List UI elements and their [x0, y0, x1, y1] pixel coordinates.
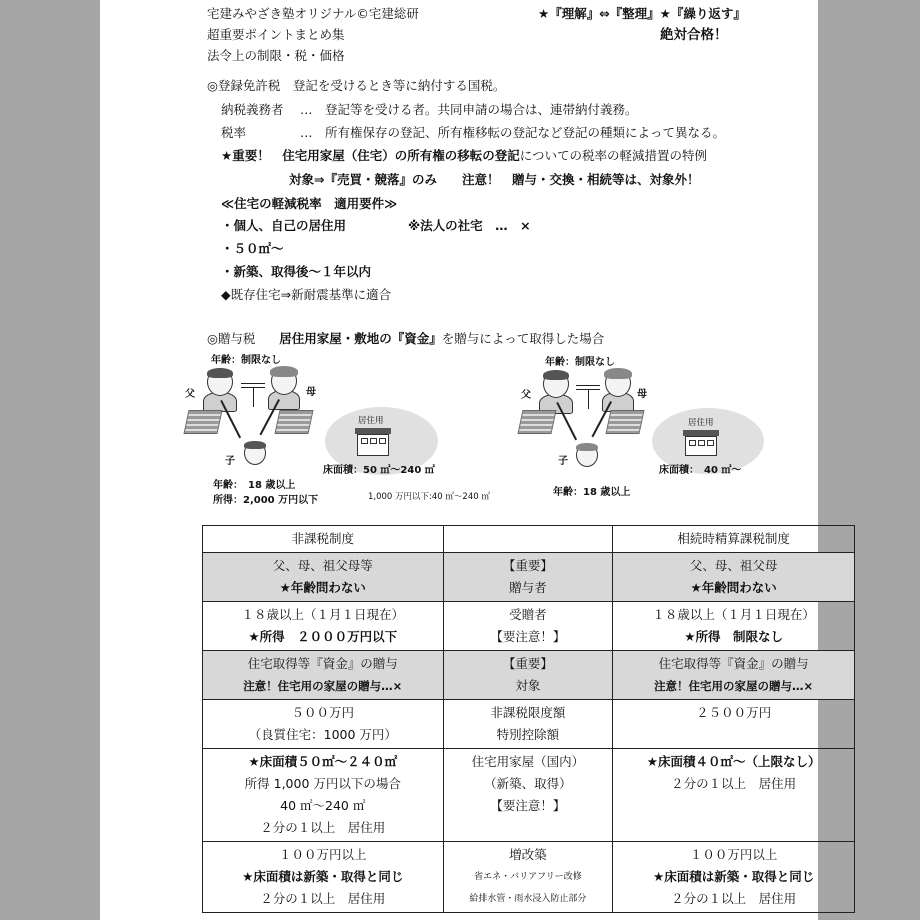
father-figure-left: [200, 368, 240, 413]
cell-text: ★年齢問わない: [690, 580, 777, 595]
target-note: 対象⇒『売買・競落』のみ 注意！ 贈与・交換・相続等は、対象外！: [289, 172, 700, 187]
requirement-3: ・新築、取得後～１年以内: [221, 264, 372, 279]
left-father-label: 父: [185, 389, 195, 400]
rate-text: … 所有権保存の登記、所有権移転の登記など登記の種類によって異なる。: [300, 125, 726, 140]
right-mother-label: 母: [637, 389, 647, 400]
table-cell: [613, 700, 855, 749]
cell-text: 贈与者: [509, 580, 547, 595]
table-cell: [443, 842, 613, 913]
cell-text: 【要注意！】: [490, 798, 566, 813]
left-income: 所得：2,000 万円以下: [213, 495, 319, 506]
left-age-label: 年齢：制限なし: [211, 355, 281, 366]
cell-text: 住宅取得等『資金』の贈与: [658, 656, 809, 671]
right-house-label: 居住用: [688, 418, 714, 428]
cell-text: ★床面積は新築・取得と同じ: [653, 869, 815, 884]
cell-text: 給排水管・雨水浸入防止部分: [469, 894, 587, 904]
money-stack-icon: [605, 410, 644, 434]
cell-text: 対象: [515, 678, 541, 693]
table-cell: [613, 553, 855, 602]
left-note: 1,000 万円以下:40 ㎡～240 ㎡: [368, 492, 490, 502]
header-slogan: ★『理解』⇔『整理』★『繰り返す』: [538, 6, 746, 21]
gift-tax-title-prefix: ◎贈与税: [207, 331, 256, 346]
table-cell: [613, 842, 855, 913]
table-cell: [443, 700, 613, 749]
table-row: [203, 700, 855, 749]
cell-text: ★所得 制限なし: [684, 629, 783, 644]
child-figure-right: [574, 443, 600, 473]
cell-text: 所得 1,000 万円以下の場合: [244, 776, 401, 791]
important-prefix: ★重要！ 住宅用家屋（住宅）の所有権の移転の登記: [221, 148, 520, 163]
cell-text: 特別控除額: [496, 727, 560, 742]
comparison-table: [202, 525, 855, 913]
right-floor-area: 床面積： 40 ㎡～: [659, 465, 742, 476]
house-icon: [355, 428, 391, 456]
important-suffix: についての税率の軽減措置の特例: [519, 148, 707, 163]
cell-text: 住宅取得等『資金』の贈与: [247, 656, 398, 671]
requirement-1: ・個人、自己の居住用: [221, 218, 347, 233]
cell-text: 注意！住宅用の家屋の贈与…×: [243, 679, 403, 693]
cell-text: １００万円以上: [279, 847, 367, 862]
cell-text: 受贈者: [509, 607, 547, 622]
rate-label: 税率: [221, 125, 247, 140]
reduced-rate-title: ≪住宅の軽減税率 適用要件≫: [221, 196, 398, 211]
table-cell: [613, 749, 855, 842]
registration-tax-title: ◎登録免許税 登記を受けるとき等に納付する国税。: [207, 78, 506, 93]
house-icon: [683, 430, 719, 456]
header-line3: 法令上の制限・税・価格: [207, 48, 345, 63]
cell-text: 【重要】: [502, 656, 553, 671]
father-figure-right: [536, 370, 576, 415]
left-child-age: 年齢： 18 歳以上: [213, 480, 296, 491]
cell-text: 非課税限度額: [490, 705, 566, 720]
cell-text: （良質住宅：1000 万円）: [248, 727, 397, 742]
mother-figure-right: [600, 368, 636, 413]
table-row: [203, 749, 855, 842]
right-child-age: 年齢：18 歳以上: [553, 487, 631, 498]
cell-text: 父、母、祖父母等: [272, 558, 373, 573]
header-settlement: 相続時精算課税制度: [613, 526, 855, 553]
cell-text: 注意！住宅用の家屋の贈与…×: [654, 679, 814, 693]
table-cell: [613, 602, 855, 651]
cell-text: （新築、取得）: [484, 776, 572, 791]
cell-text: 増改築: [509, 847, 547, 862]
header-middle: [443, 526, 613, 553]
cell-text: 【要注意！】: [490, 629, 566, 644]
table-cell: [203, 602, 444, 651]
left-house-label: 居住用: [358, 416, 384, 426]
table-cell: [443, 749, 613, 842]
requirement-2: ・５０㎡～: [221, 241, 284, 256]
money-stack-icon: [274, 410, 313, 434]
document-page: [100, 0, 821, 920]
table-cell: [203, 749, 444, 842]
table-cell: [203, 700, 444, 749]
money-stack-icon: [183, 410, 222, 434]
cell-text: １００万円以上: [689, 847, 778, 862]
table-cell: [613, 651, 855, 700]
table-cell: [443, 602, 613, 651]
header-line1: 宅建みやざき塾オリジナル©宅建総研: [207, 6, 419, 21]
header-pass: 絶対合格！: [660, 27, 728, 43]
table-cell: [203, 651, 444, 700]
table-cell: [443, 553, 613, 602]
requirement-1-note: ※法人の社宅 … ×: [408, 218, 531, 233]
cell-text: 省エネ・バリアフリー改修: [474, 872, 582, 882]
cell-text: ２分の１以上 居住用: [260, 891, 386, 906]
header-tax-exempt: 非課税制度: [203, 526, 444, 553]
money-stack-icon: [517, 410, 556, 434]
cell-text: 父、母、祖父母: [689, 558, 778, 573]
table-cell: [443, 651, 613, 700]
cell-text: ★床面積は新築・取得と同じ: [242, 869, 404, 884]
cell-text: ２分の１以上 居住用: [671, 776, 797, 791]
cell-text: ２５００万円: [696, 705, 772, 720]
left-floor-area: 床面積：50 ㎡～240 ㎡: [323, 465, 435, 476]
right-child-label: 子: [558, 456, 568, 467]
payer-label: 納税義務者: [221, 102, 284, 117]
cell-text: 40 ㎡～240 ㎡: [280, 798, 366, 813]
cell-text: ５００万円: [291, 705, 355, 720]
cell-text: 【重要】: [502, 558, 553, 573]
right-father-label: 父: [521, 390, 531, 401]
requirement-4: ◆既存住宅⇒新耐震基準に適合: [221, 287, 392, 302]
mother-figure-left: [266, 366, 302, 411]
gift-tax-title-suffix: を贈与によって取得した場合: [441, 331, 605, 346]
payer-text: … 登記等を受ける者。共同申請の場合は、連帯納付義務。: [300, 102, 638, 117]
table-row: [203, 651, 855, 700]
cell-text: １８歳以上（１月１日現在）: [652, 607, 815, 622]
gift-tax-title: [207, 329, 604, 347]
right-age-label: 年齢：制限なし: [545, 357, 615, 368]
cell-text: １８歳以上（１月１日現在）: [241, 607, 405, 622]
gift-tax-title-bold: 居住用家屋・敷地の『資金』: [279, 331, 442, 346]
table-cell: [203, 553, 444, 602]
table-cell: [203, 842, 444, 913]
table-row: [203, 842, 855, 913]
child-figure-left: [242, 441, 268, 471]
cell-text: ★床面積４０㎡～（上限なし）: [646, 754, 821, 769]
cell-text: 住宅用家屋（国内）: [471, 754, 585, 769]
cell-text: ★床面積５０㎡～２４０㎡: [248, 754, 398, 769]
cell-text: ★年齢問わない: [279, 580, 366, 595]
table-row: [203, 602, 855, 651]
left-child-label: 子: [225, 456, 235, 467]
header-line2: 超重要ポイントまとめ集: [207, 27, 345, 42]
cell-text: ２分の１以上 居住用: [671, 891, 797, 906]
table-header-row: [203, 526, 855, 553]
left-mother-label: 母: [306, 387, 316, 398]
important-note: [221, 146, 707, 164]
table-row: [203, 553, 855, 602]
cell-text: ２分の１以上 居住用: [260, 820, 386, 835]
cell-text: ★所得 ２０００万円以下: [248, 629, 398, 644]
